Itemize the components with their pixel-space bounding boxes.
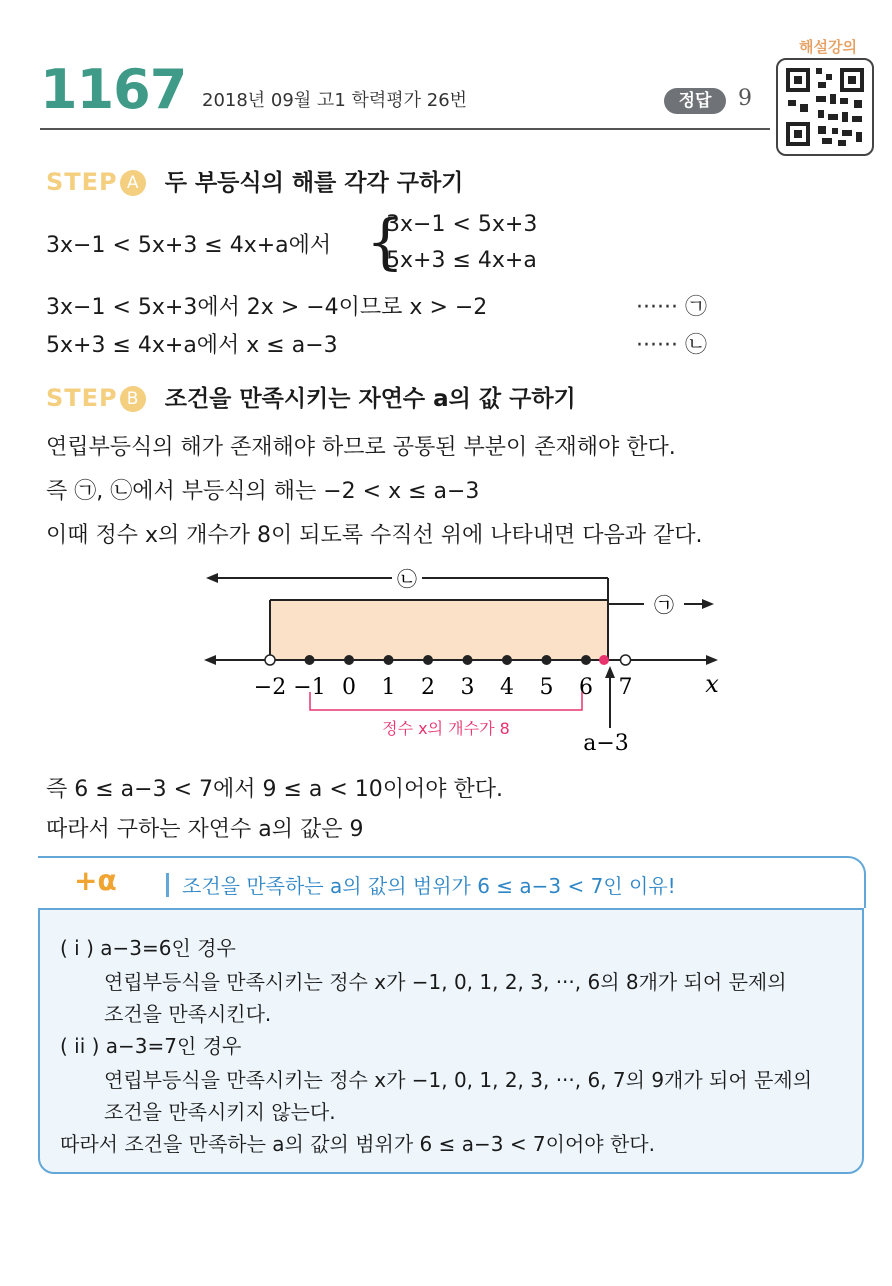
point-0 bbox=[265, 655, 275, 665]
step-a-title: 두 부등식의 해를 각각 구하기 bbox=[164, 170, 464, 196]
case1-body-line1: 연립부등식을 만족시키는 정수 x가 −1, 0, 1, 2, 3, ···, 6의 8개가 되어 문제의 bbox=[104, 970, 787, 994]
tick-label-7: 5 bbox=[539, 675, 554, 700]
step-a-tag: STEP bbox=[46, 168, 118, 196]
arrow-l-head bbox=[206, 573, 218, 583]
case2-body-line1: 연립부등식을 만족시키는 정수 x가 −1, 0, 1, 2, 3, ···, 6, 7의 9개가 되어 문제의 bbox=[104, 1068, 813, 1092]
tick-label-4: 2 bbox=[421, 675, 435, 700]
step-a-heading bbox=[46, 164, 463, 197]
step-a-line1: 3x−1 < 5x+3 ≤ 4x+a에서 bbox=[46, 233, 332, 258]
alpha-badge: +α bbox=[74, 864, 117, 897]
marker-l: ······ ㉡ bbox=[636, 333, 707, 358]
number-line-diagram bbox=[196, 560, 756, 760]
point-3 bbox=[384, 655, 394, 665]
tick-label-8: 6 bbox=[579, 675, 593, 700]
answer-badge: 정답 bbox=[664, 88, 726, 114]
qr-code-icon bbox=[778, 60, 872, 154]
label-l: ㉡ bbox=[397, 567, 417, 591]
point-6 bbox=[502, 655, 512, 665]
tick-label-6: 4 bbox=[500, 675, 514, 700]
step-a-line3: 5x+3 ≤ 4x+a에서 x ≤ a−3 bbox=[46, 333, 338, 358]
step-b-heading bbox=[46, 380, 576, 413]
solution-region bbox=[270, 600, 608, 660]
step-a-letter: A bbox=[120, 170, 146, 196]
axis-left-head bbox=[204, 655, 216, 665]
count-label: 정수 x의 개수가 8 bbox=[382, 719, 510, 738]
case1-heading: ( i ) a−3=6인 경우 bbox=[60, 936, 236, 960]
marker-g: ······ ㉠ bbox=[636, 295, 707, 320]
system-brace: { bbox=[366, 207, 405, 277]
lecture-label: 해설강의 bbox=[799, 38, 857, 56]
header-divider bbox=[40, 128, 770, 130]
arrow-g-head bbox=[702, 599, 714, 609]
case1-body-line2: 조건을 만족시킨다. bbox=[104, 1002, 272, 1026]
tick-label-9: 7 bbox=[618, 675, 633, 700]
system-bottom: 5x+3 ≤ 4x+a bbox=[386, 248, 537, 273]
case2-heading: ( ii ) a−3=7인 경우 bbox=[60, 1034, 242, 1058]
tick-label-0: −2 bbox=[253, 675, 287, 700]
step-a-line2: 3x−1 < 5x+3에서 2x > −4이므로 x > −2 bbox=[46, 295, 488, 320]
tick-label-1: −1 bbox=[293, 675, 326, 700]
alpha-divider bbox=[166, 873, 169, 897]
a-minus-3-point bbox=[599, 655, 609, 665]
alpha-final: 따라서 조건을 만족하는 a의 값의 범위가 6 ≤ a−3 < 7이어야 한다. bbox=[60, 1132, 655, 1156]
point-1 bbox=[305, 655, 315, 665]
system-top: 3x−1 < 5x+3 bbox=[386, 212, 538, 237]
step-b-line1: 연립부등식의 해가 존재해야 하므로 공통된 부분이 존재해야 한다. bbox=[46, 435, 676, 460]
tick-label-2: 0 bbox=[342, 675, 356, 700]
point-4 bbox=[423, 655, 433, 665]
step-b-title: 조건을 만족시키는 자연수 a의 값 구하기 bbox=[164, 386, 576, 412]
pointer-head bbox=[605, 666, 615, 678]
point-2 bbox=[344, 655, 354, 665]
alpha-title: 조건을 만족하는 a의 값의 범위가 6 ≤ a−3 < 7인 이유! bbox=[182, 874, 676, 898]
step-b-line3: 이때 정수 x의 개수가 8이 되도록 수직선 위에 나타내면 다음과 같다. bbox=[46, 523, 703, 548]
point-7 bbox=[542, 655, 552, 665]
tick-label-5: 3 bbox=[460, 675, 475, 700]
problem-source: 2018년 09월 고1 학력평가 26번 bbox=[202, 90, 468, 111]
point-9 bbox=[621, 655, 631, 665]
conclusion-line2: 따라서 구하는 자연수 a의 값은 9 bbox=[46, 817, 364, 842]
step-b-tag: STEP bbox=[46, 384, 118, 412]
label-g: ㉠ bbox=[654, 593, 674, 617]
axis-label: x bbox=[705, 670, 719, 698]
problem-number: 1167 bbox=[40, 58, 187, 121]
axis-right-head bbox=[706, 655, 718, 665]
conclusion-line1: 즉 6 ≤ a−3 < 7에서 9 ≤ a < 10이어야 한다. bbox=[46, 777, 504, 802]
pointer-label: a−3 bbox=[583, 731, 629, 756]
step-b-line2: 즉 ㉠, ㉡에서 부등식의 해는 −2 < x ≤ a−3 bbox=[46, 479, 480, 504]
tick-label-3: 1 bbox=[381, 675, 396, 700]
case2-body-line2: 조건을 만족시키지 않는다. bbox=[104, 1100, 336, 1124]
answer-value: 9 bbox=[738, 86, 752, 111]
step-b-letter: B bbox=[120, 386, 146, 412]
qr-code[interactable] bbox=[776, 58, 874, 156]
point-5 bbox=[463, 655, 473, 665]
point-8 bbox=[581, 655, 591, 665]
